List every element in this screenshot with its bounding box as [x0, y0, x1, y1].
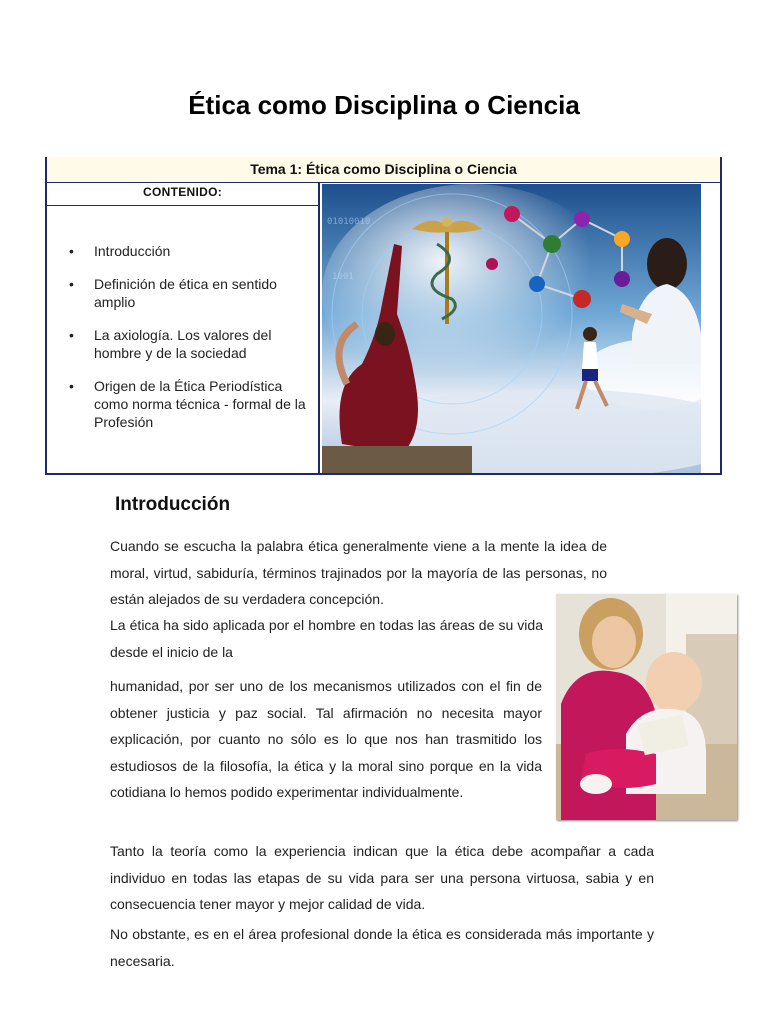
paragraph-5: No obstante, es en el área profesional donde la ética es considerada más importante y necesaria. [110, 926, 654, 969]
content-label: CONTENIDO: [47, 182, 318, 206]
svg-text:0110 1101: 0110 1101 [472, 377, 521, 387]
svg-text:1001: 1001 [332, 272, 354, 282]
paragraph-3: humanidad, por ser uno de los mecanismos utilizados con el fin de obtener justicia y paz social. Tal afirmación no necesita mayor explicación, por cuanto no sólo es lo que nos han trasmitido los estudiosos de la filosofía, la ética y la moral sino porque en la vida cotidiana lo hemos podido experimentar individualmente. [110, 678, 542, 800]
paragraph-1: Cuando se escucha la palabra ética generalmente viene a la mente la idea de moral, virtud, sabiduría, términos trajinados por la mayoría de las personas, no están alejados de su verdadera concepción. [110, 538, 607, 607]
topic-table [45, 157, 722, 475]
content-column [47, 182, 320, 473]
list-item: • Origen de la Ética Periodística como norma técnica - formal de la Profesión [69, 378, 306, 430]
content-list [47, 242, 317, 446]
paragraph-2: La ética ha sido aplicada por el hombre en todas las áreas de su vida desde el inicio de la [110, 617, 543, 660]
list-item: • Introducción [69, 243, 171, 259]
paragraph-4: Tanto la teoría como la experiencia indican que la ética debe acompañar a cada individuo en todas las etapas de su vida para ser una persona virtuosa, sabia y en consecuencia tener mayor y mejor calidad de vida. [110, 843, 654, 912]
page-title: Ética como Disciplina o Ciencia [188, 90, 580, 120]
table-header: Tema 1: Ética como Disciplina o Ciencia [47, 157, 720, 183]
bullet-icon: • [69, 276, 74, 292]
list-item: • La axiología. Los valores del hombre y de la sociedad [69, 327, 272, 361]
bullet-icon: • [69, 243, 74, 259]
section-heading: Introducción [115, 494, 231, 515]
hero-collage-image [322, 184, 701, 473]
bullet-icon: • [69, 327, 74, 343]
list-item: • Definición de ética en sentido amplio [69, 276, 277, 310]
bullet-icon: • [69, 378, 74, 394]
mother-baby-photo [556, 594, 737, 820]
svg-text:01010010: 01010010 [327, 217, 371, 227]
